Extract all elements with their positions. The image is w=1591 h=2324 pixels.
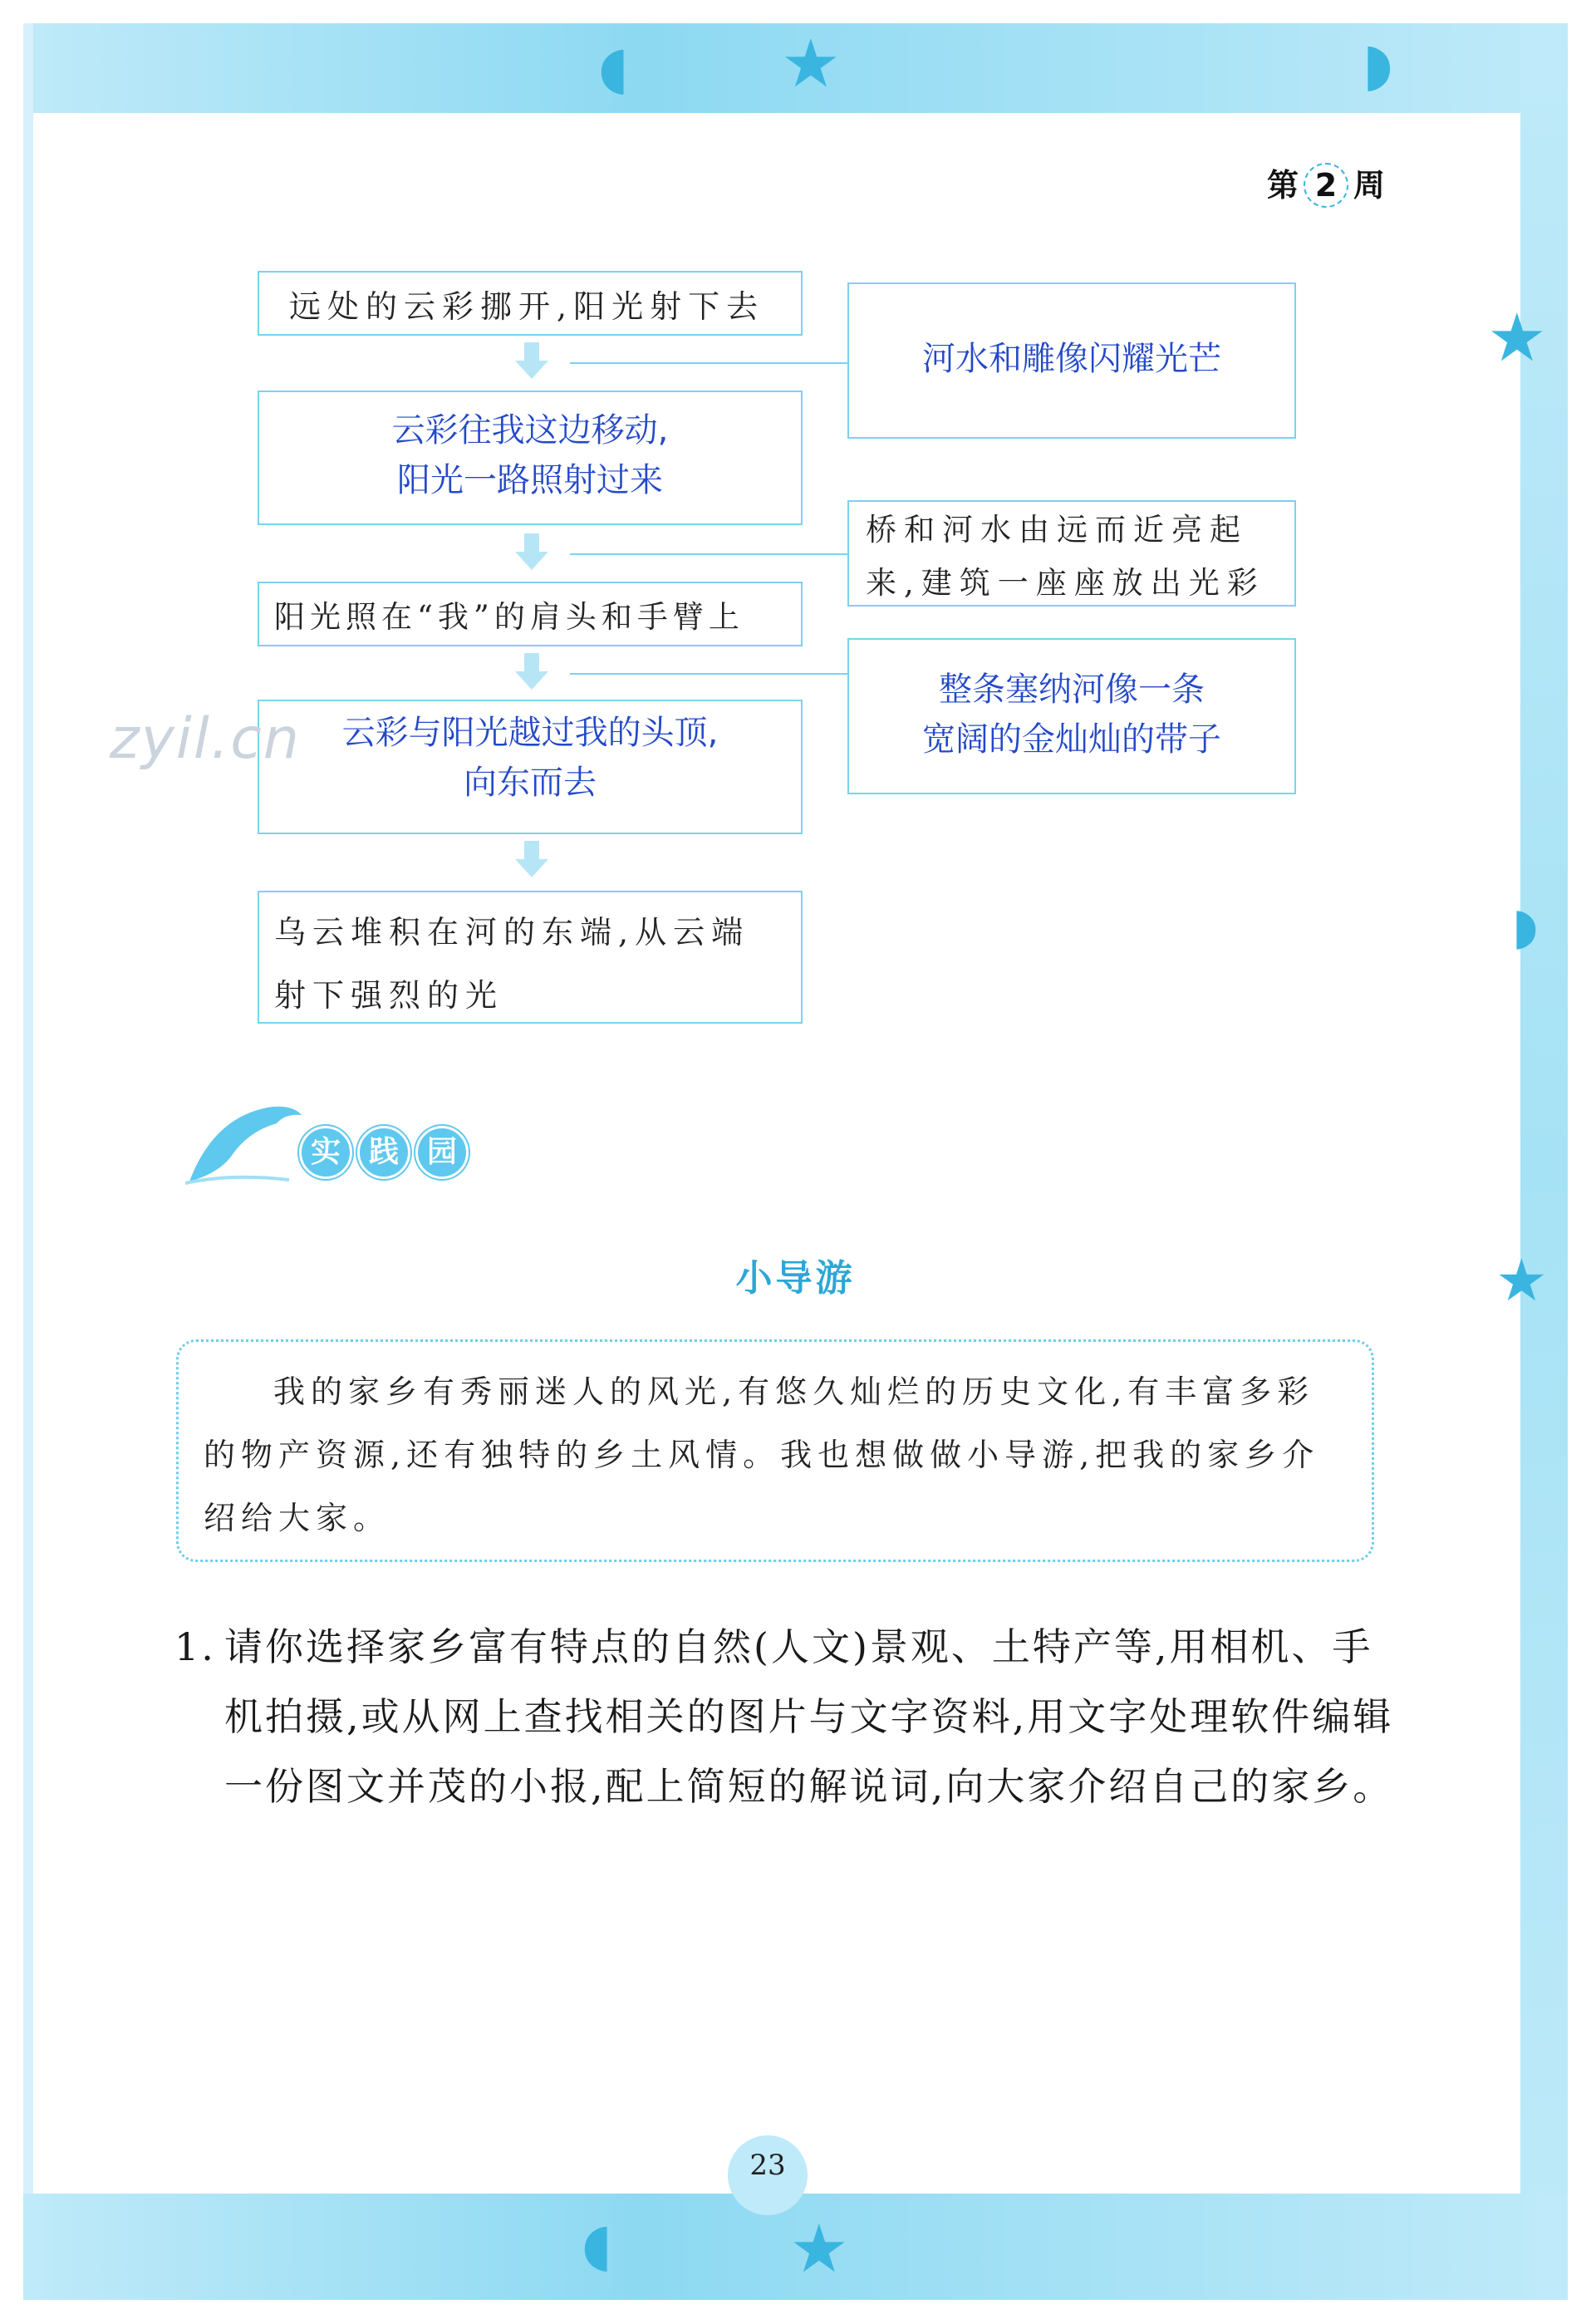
intro-box [176, 1339, 1374, 1562]
left-border-decoration [23, 23, 33, 2300]
flow-arrow-head [515, 361, 548, 379]
section-badge-char: 园 [415, 1126, 469, 1179]
task-text: 请你选择家乡富有特点的自然(人文)景观、土特产等,用相机、手机拍摄,或从网上查找相关的图片与文字资料,用文字处理软件编辑一份图文并茂的小报,配上简短的解说词,向大家介绍自己的家乡。 [224, 1624, 1394, 1809]
starfish-icon: ★ [1487, 299, 1547, 376]
flow-box-3-text: 阳光照在“我”的肩头和手臂上 [274, 599, 744, 635]
effect-box-3 [847, 638, 1296, 794]
flow-box-3 [258, 582, 803, 646]
activity-title: 小导游 [735, 1257, 856, 1300]
section-badge-char: 实 [299, 1126, 352, 1179]
flow-arrow-head [515, 552, 548, 570]
effect-box-2-text: 桥和河水由远而近亮起来,建筑一座座放出光彩 [866, 512, 1265, 601]
flow-arrow [524, 653, 539, 671]
flow-box-2 [258, 391, 803, 525]
task-number: 1. [174, 1624, 216, 1669]
flow-box-1 [258, 271, 803, 336]
week-suffix: 周 [1353, 167, 1386, 204]
connector-line [570, 362, 849, 364]
shell-icon: ◗ [1363, 30, 1393, 98]
section-badge-char: 践 [357, 1126, 410, 1179]
starfish-icon: ★ [1495, 1246, 1548, 1314]
flow-box-4-answer: 云彩与阳光越过我的头顶, 向东而去 [341, 714, 719, 802]
intro-text: 我的家乡有秀丽迷人的风光,有悠久灿烂的历史文化,有丰富多彩的物产资源,还有独特的乡土风情。我也想做做小导游,把我的家乡介绍给大家。 [204, 1373, 1320, 1536]
flow-box-1-text: 远处的云彩挪开,阳光射下去 [289, 288, 765, 325]
flow-box-5-text: 乌云堆积在河的东端,从云端射下强烈的光 [274, 914, 750, 1014]
connector-line [570, 553, 849, 555]
flow-arrow [524, 841, 539, 859]
shell-icon: ◖ [582, 2210, 612, 2278]
section-badge-practice [299, 1126, 469, 1179]
watermark: zyil.cn [110, 706, 301, 772]
page-number: 23 [728, 2135, 808, 2215]
flow-arrow [524, 533, 539, 552]
effect-box-1 [847, 283, 1296, 439]
starfish-icon: ★ [781, 25, 841, 102]
flow-arrow-head [515, 671, 548, 690]
shell-icon: ◗ [1512, 897, 1539, 956]
task-item [174, 1612, 1396, 1821]
flow-box-2-answer: 云彩往我这边移动, 阳光一路照射过来 [391, 411, 669, 499]
connector-line [570, 673, 849, 675]
effect-box-2 [847, 500, 1296, 607]
starfish-icon: ★ [789, 2210, 849, 2287]
effect-box-1-answer: 河水和雕像闪耀光芒 [922, 340, 1221, 378]
week-label [1267, 160, 1385, 208]
flow-arrow [524, 342, 539, 361]
flow-box-5 [258, 891, 803, 1024]
effect-box-3-answer: 整条塞纳河像一条 宽阔的金灿灿的带子 [922, 671, 1221, 759]
week-number: 2 [1304, 163, 1348, 208]
week-prefix: 第 [1267, 167, 1299, 204]
shell-icon: ◖ [598, 33, 629, 101]
flow-arrow-head [515, 859, 548, 877]
dolphin-icon [181, 1090, 306, 1190]
flow-box-4 [258, 700, 803, 834]
